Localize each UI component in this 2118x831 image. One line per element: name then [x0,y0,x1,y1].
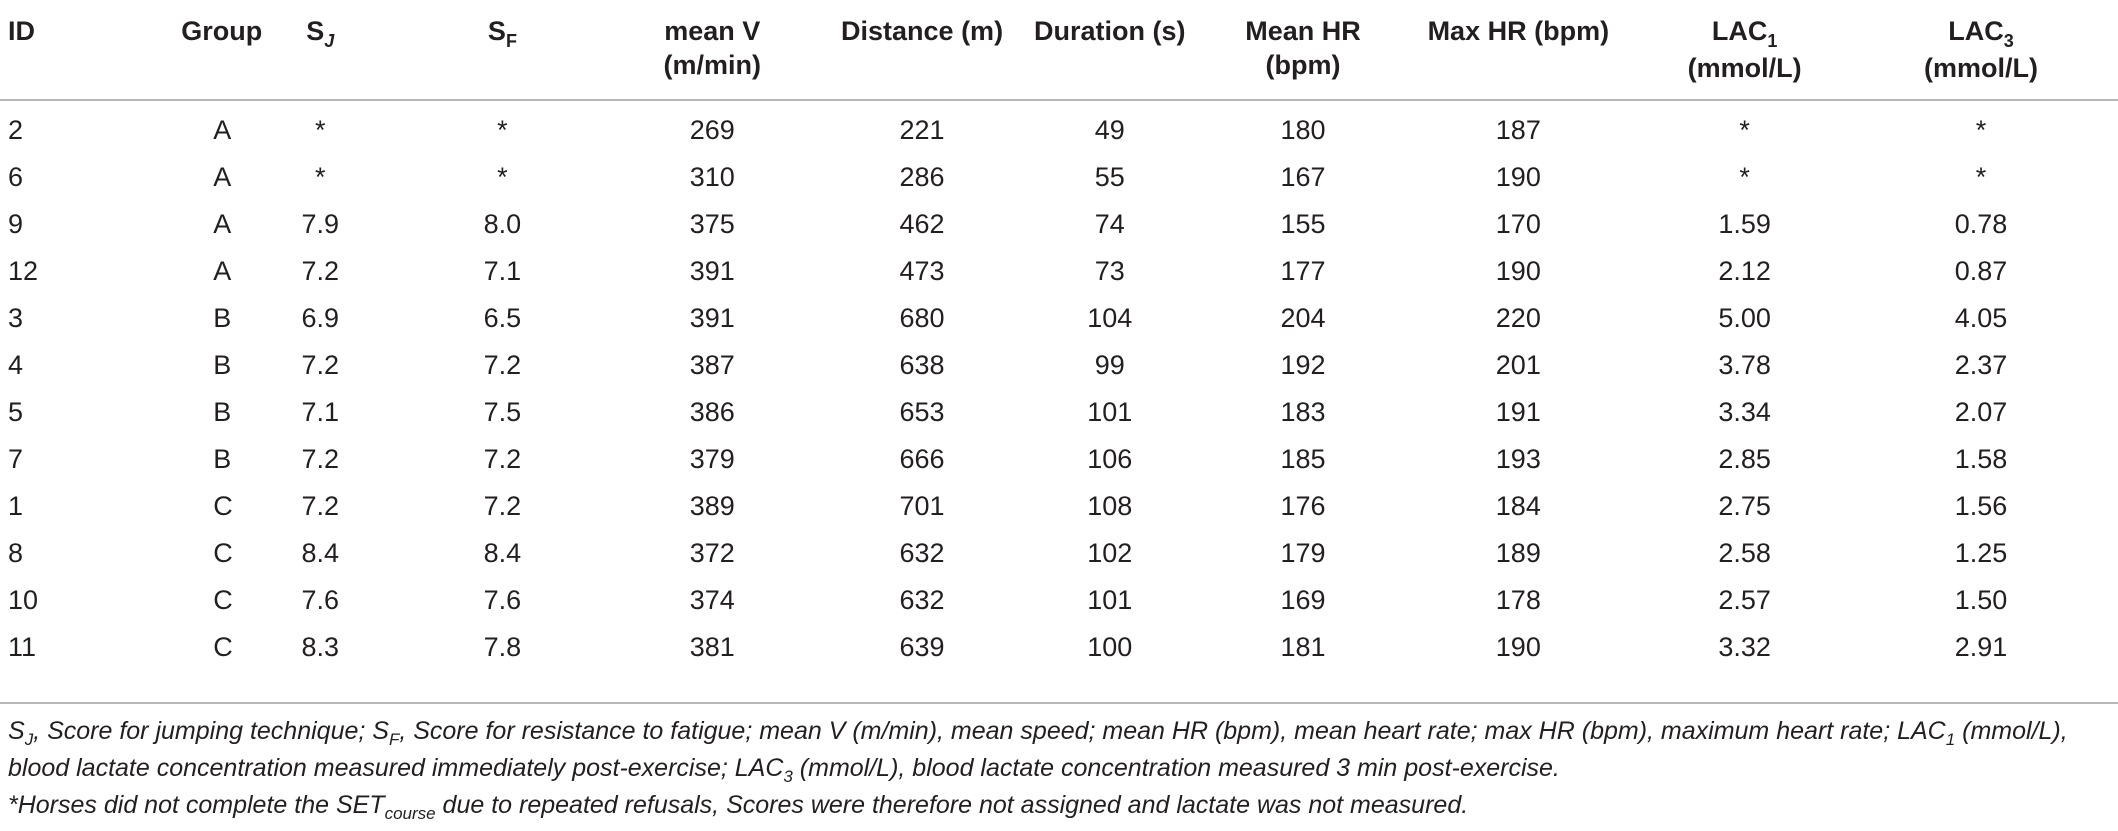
cell-group: B [213,350,232,380]
cell-lac3: 1.58 [1954,444,2008,474]
cell-lac3: 1.25 [1954,538,2008,568]
cell-distance: 680 [899,303,945,333]
cell-duration: 108 [1087,491,1133,521]
cell-mean-v: 386 [689,397,735,427]
cell-id: 1 [8,491,24,521]
cell-duration: 49 [1094,115,1125,145]
table-row [0,100,2118,154]
cell-lac3: 1.56 [1954,491,2008,521]
cell-duration: 102 [1087,538,1133,568]
table-row [0,577,2118,624]
cell-lac1: 1.59 [1718,209,1771,239]
cell-lac1: 2.75 [1718,491,1771,521]
cell-lac3: 0.78 [1954,209,2008,239]
cell-mean-v: 391 [689,303,735,333]
cell-id: 4 [8,350,24,380]
cell-sf: 8.4 [483,538,522,568]
cell-group: B [213,444,232,474]
header-sf: $S_F$ [420,0,586,100]
cell-distance: 473 [899,256,945,286]
cell-group: C [213,491,233,521]
cell-mean-v: 381 [689,632,735,662]
cell-lac3: * [1975,115,1987,145]
cell-distance: 462 [899,209,945,239]
cell-group: C [213,538,233,568]
cell-distance: 638 [899,350,945,380]
cell-id: 11 [8,632,37,662]
cell-distance: 653 [899,397,945,427]
cell-mean-hr: 181 [1280,632,1326,662]
cell-max-hr: 191 [1495,397,1541,427]
header-max-hr: Max HR (bpm) [1391,0,1645,100]
cell-mean-hr: 180 [1280,115,1326,145]
cell-max-hr: 187 [1495,115,1541,145]
cell-mean-hr: 183 [1280,397,1326,427]
header-id: ID [0,0,77,100]
table-row [0,483,2118,530]
table-row [0,154,2118,201]
header-row [0,0,2118,100]
cell-id: 5 [8,397,24,427]
cell-sj: 7.9 [301,209,339,239]
cell-id: 3 [8,303,24,333]
cell-max-hr: 193 [1495,444,1541,474]
cell-mean-hr: 177 [1280,256,1326,286]
cell-sf: 7.1 [483,256,522,286]
cell-group: C [213,632,233,662]
cell-max-hr: 201 [1495,350,1541,380]
cell-max-hr: 220 [1495,303,1541,333]
cell-sj: 7.6 [301,585,339,615]
cell-distance: 666 [899,444,945,474]
cell-id: 9 [8,209,24,239]
cell-id: 12 [8,256,39,286]
cell-mean-hr: 185 [1280,444,1326,474]
cell-duration: 99 [1094,350,1125,380]
cell-sf: * [497,115,508,145]
footnote-asterisk: *Horses did not complete the $SET_{course}$ due to repeated refusals, Scores were therefore not assigned and lactate was not measured. [8,791,1469,823]
cell-group: A [213,162,232,192]
cell-mean-v: 269 [689,115,735,145]
table-row [0,201,2118,248]
table-row [0,530,2118,577]
cell-distance: 632 [899,585,945,615]
cell-mean-hr: 179 [1280,538,1326,568]
cell-mean-v: 374 [689,585,735,615]
header-mean-v: mean V (m/min) [585,0,839,100]
cell-lac1: 3.32 [1718,632,1771,662]
table-row [0,389,2118,436]
cell-duration: 106 [1087,444,1133,474]
cell-mean-hr: 169 [1280,585,1326,615]
cell-distance: 639 [899,632,945,662]
header-duration: Duration (s) [1005,0,1215,100]
cell-lac1: 3.34 [1718,397,1771,427]
header-lac3: $LAC_3$ (mmol/L) [1844,0,2118,100]
cell-sf: * [497,162,508,192]
cell-mean-v: 379 [689,444,735,474]
cell-distance: 701 [899,491,945,521]
cell-sj: 8.4 [301,538,339,568]
cell-sj: 7.1 [301,397,339,427]
cell-max-hr: 184 [1495,491,1541,521]
table-row [0,295,2118,342]
cell-duration: 104 [1087,303,1133,333]
cell-duration: 74 [1094,209,1125,239]
cell-duration: 101 [1087,585,1133,615]
cell-group: B [213,303,232,333]
cell-lac3: 1.50 [1954,585,2008,615]
header-group: Group [77,0,221,100]
cell-id: 6 [8,162,24,192]
cell-mean-hr: 167 [1280,162,1326,192]
cell-max-hr: 190 [1495,256,1541,286]
cell-id: 8 [8,538,24,568]
cell-sf: 7.2 [483,444,522,474]
cell-lac1: 2.57 [1718,585,1771,615]
cell-mean-v: 372 [689,538,735,568]
table-row [0,342,2118,389]
cell-mean-hr: 192 [1280,350,1326,380]
cell-sj: 8.3 [301,632,339,662]
cell-lac1: 5.00 [1718,303,1771,333]
cell-sj: 7.2 [301,256,339,286]
cell-max-hr: 170 [1495,209,1541,239]
cell-duration: 101 [1087,397,1133,427]
cell-lac1: 3.78 [1718,350,1771,380]
cell-sf: 7.2 [483,491,522,521]
cell-sj: * [314,162,326,192]
cell-lac3: 4.05 [1954,303,2008,333]
header-sj: $S_J$ [221,0,420,100]
cell-group: A [213,115,232,145]
cell-sf: 7.6 [483,585,522,615]
cell-max-hr: 190 [1495,632,1541,662]
cell-max-hr: 178 [1495,585,1541,615]
cell-sj: 7.2 [301,491,339,521]
cell-distance: 286 [899,162,945,192]
cell-lac1: 2.12 [1718,256,1771,286]
cell-lac1: 2.85 [1718,444,1771,474]
cell-lac1: * [1739,115,1750,145]
cell-sf: 7.8 [483,632,522,662]
cell-group: A [213,256,232,286]
cell-id: 2 [8,115,24,145]
cell-mean-hr: 204 [1280,303,1326,333]
table-row [0,436,2118,483]
cell-mean-v: 310 [689,162,735,192]
cell-duration: 100 [1087,632,1133,662]
table-row [0,624,2118,681]
cell-max-hr: 189 [1495,538,1541,568]
cell-sf: 6.5 [483,303,522,333]
cell-id: 7 [8,444,24,474]
cell-mean-hr: 176 [1280,491,1326,521]
cell-lac1: * [1739,162,1750,192]
cell-mean-v: 391 [689,256,735,286]
cell-max-hr: 190 [1495,162,1541,192]
cell-sj: * [314,115,326,145]
cell-duration: 55 [1094,162,1125,192]
table-header [0,0,2118,100]
cell-lac3: 2.07 [1954,397,2008,427]
cell-sj: 7.2 [301,350,339,380]
cell-sf: 7.5 [483,397,522,427]
cell-group: B [213,397,232,427]
cell-sj: 6.9 [301,303,339,333]
table-footnote [0,702,2118,825]
cell-lac3: * [1975,162,1987,192]
cell-id: 10 [8,585,39,615]
cell-mean-v: 375 [689,209,735,239]
cell-lac3: 2.37 [1954,350,2008,380]
header-mean-hr: Mean HR (bpm) [1215,0,1392,100]
table-body [0,100,2118,681]
cell-lac1: 2.58 [1718,538,1771,568]
header-lac1: $LAC_1$ (mmol/L) [1645,0,1844,100]
table-row [0,248,2118,295]
footnote-abbreviations: $S_J$, Score for jumping technique; $S_F$, Score for resistance to fatigue; mean V (m/min), mean speed; mean HR (bpm), mean heart rate; max HR (bpm), maximum heart rate; $LAC_1$ (mmol/L), blood lactate concentration measured immediately post-exercise; $LAC_3$ (mmol/L), blood lactate concentration measured 3 min post-exercise. [8,717,2068,786]
cell-sf: 8.0 [483,209,522,239]
cell-group: A [213,209,232,239]
header-distance: Distance (m) [839,0,1005,100]
cell-group: C [213,585,233,615]
cell-lac3: 2.91 [1954,632,2008,662]
cell-lac3: 0.87 [1954,256,2008,286]
cell-mean-v: 389 [689,491,735,521]
cell-duration: 73 [1094,256,1125,286]
cell-mean-v: 387 [689,350,735,380]
cell-sj: 7.2 [301,444,339,474]
cell-distance: 632 [899,538,945,568]
cell-sf: 7.2 [483,350,522,380]
cell-mean-hr: 155 [1280,209,1326,239]
cell-distance: 221 [899,115,945,145]
